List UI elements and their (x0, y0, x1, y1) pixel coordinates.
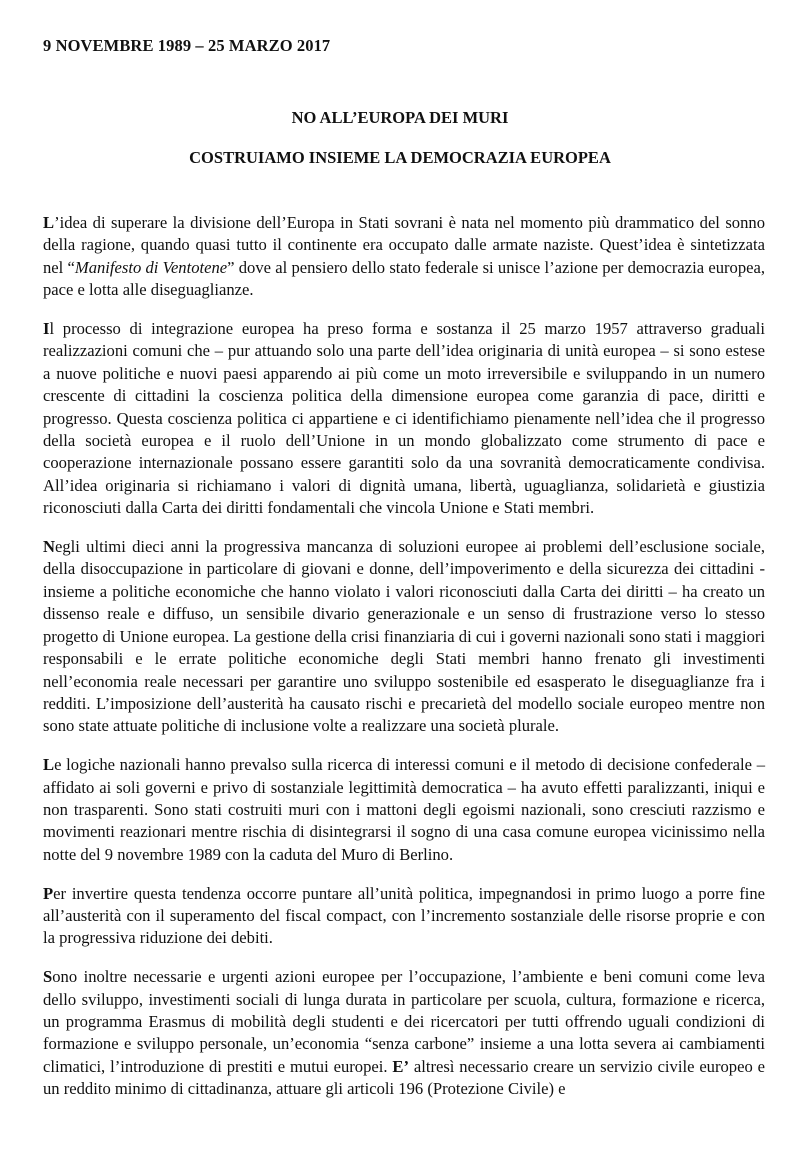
paragraph-text: ’idea di superare la divisione dell’Europa in Stati sovrani è nata nel momento più drammatico del sonno della ragione, quando quasi tutto il continente era occupato dalle armate naziste. Quest’idea è sintetizzata nel “ (43, 213, 765, 277)
document-body (43, 212, 765, 1117)
paragraph-4 (43, 754, 765, 866)
paragraph-initial: L (43, 755, 55, 775)
document-subtitle: COSTRUIAMO INSIEME LA DEMOCRAZIA EUROPEA (189, 148, 611, 167)
emphasis-text: E’ (392, 1056, 409, 1076)
paragraph-initial: L (43, 213, 55, 232)
paragraph-text: er invertire questa tendenza occorre puntare all’unità politica, impegnandosi in primo luogo a porre fine all’austerità con il superamento del fiscal compact, con l’incremento sostanziale delle risorse proprie e con la progressiva riduzione dei debiti. (43, 883, 765, 948)
paragraph-text: ono inoltre necessarie e urgenti azioni europee per l’occupazione, l’ambiente e beni comuni come leva dello sviluppo, investimenti sociali di lunga durata in particolare per scuola, cultura, formazione e ricerca, un programma Erasmus di mobilità degli studenti e dei ricercatori per tutti offrendo uguali condizioni di formazione e sviluppo personale, un’economia “senza carbone” insieme a una lotta severa ai cambiamenti climatici, l’introduzione di prestiti e mutui europei. (43, 967, 765, 1076)
paragraph-1 (43, 212, 765, 302)
paragraph-text: l processo di integrazione europea ha preso forma e sostanza il 25 marzo 1957 attraverso graduali realizzazioni comuni che – pur attuando solo una parte dell’idea originaria di unità europea – si sono estese a nuove politiche e nuovi paesi apparendo ai più come un moto irreversibile e sviluppando in un numero crescente di cittadini la coscienza politica della dimensione europea come garanzia di pace, diritti e progresso. Questa coscienza politica ci appartiene e ci identifichiamo pienamente nell’idea che il progresso della società europea e il ruolo dell’Unione in un mondo globalizzato come strumento di pace e cooperazione internazionale possano essere garantiti solo da una sovranità democraticamente condivisa. All’idea originaria si richiamano i valori di dignità umana, libertà, uguaglianza, solidarietà e giustizia riconosciuti dalla Carta dei diritti fondamentali che vincola Unione e Stati membri. (43, 319, 765, 518)
paragraph-text: ” dove al pensiero dello stato federale si unisce l’azione per democrazia europea, pace e lotta alle diseguaglianze. (43, 257, 765, 300)
paragraph-initial: S (43, 967, 53, 987)
paragraph-2 (43, 318, 765, 520)
paragraph-3 (43, 536, 765, 738)
date-line: 9 NOVEMBRE 1989 – 25 MARZO 2017 (43, 36, 331, 55)
manifesto-title: Manifesto di Ventotene (74, 257, 228, 277)
paragraph-6 (43, 966, 765, 1100)
paragraph-text: altresì necessario creare un servizio civile europeo e un reddito minimo di cittadinanza, attuare gli articoli 196 (Protezione Civile) e (43, 1056, 766, 1099)
paragraph-5 (43, 883, 765, 950)
document-title: NO ALL’EUROPA DEI MURI (291, 108, 509, 127)
paragraph-initial: N (43, 537, 55, 557)
paragraph-text: e logiche nazionali hanno prevalso sulla ricerca di interessi comuni e il metodo di decisione confederale – affidato ai soli governi e privo di sostanziale legittimità democratica – ha avuto effetti paralizzanti, iniqui e non trasparenti. Sono stati costruiti muri con i mattoni degli egoismi nazionali, sono cresciuti razzismo e movimenti reazionari mentre rischia di disintegrarsi il sogno di una casa comune europea vicinissimo nella notte del 9 novembre 1989 con la caduta del Muro di Berlino. (43, 755, 765, 864)
paragraph-initial: I (43, 319, 50, 339)
paragraph-initial: P (43, 883, 54, 903)
paragraph-text: egli ultimi dieci anni la progressiva mancanza di soluzioni europee ai problemi dell’esclusione sociale, della disoccupazione in particolare di giovani e donne, dell’impoverimento e della sicurezza dei cittadini - insieme a politiche economiche che hanno violato i valori riconosciuti dalla Carta dei diritti – ha creato un dissenso reale e diffuso, un sensibile divario generazionale e un senso di frustrazione verso lo stesso progetto di Unione europea. La gestione della crisi finanziaria di cui i governi nazionali sono stati i maggiori responsabili e le errate politiche economiche degli Stati membri hanno frenato gli investimenti nell’economia reale necessari per garantire uno sviluppo sostenibile ed esasperato le diseguaglianze fra i redditi. L’imposizione dell’austerità ha causato rischi e precarietà del modello sociale europeo mentre non sono state attuate politiche di inclusione volte a realizzare una società plurale. (43, 537, 765, 736)
